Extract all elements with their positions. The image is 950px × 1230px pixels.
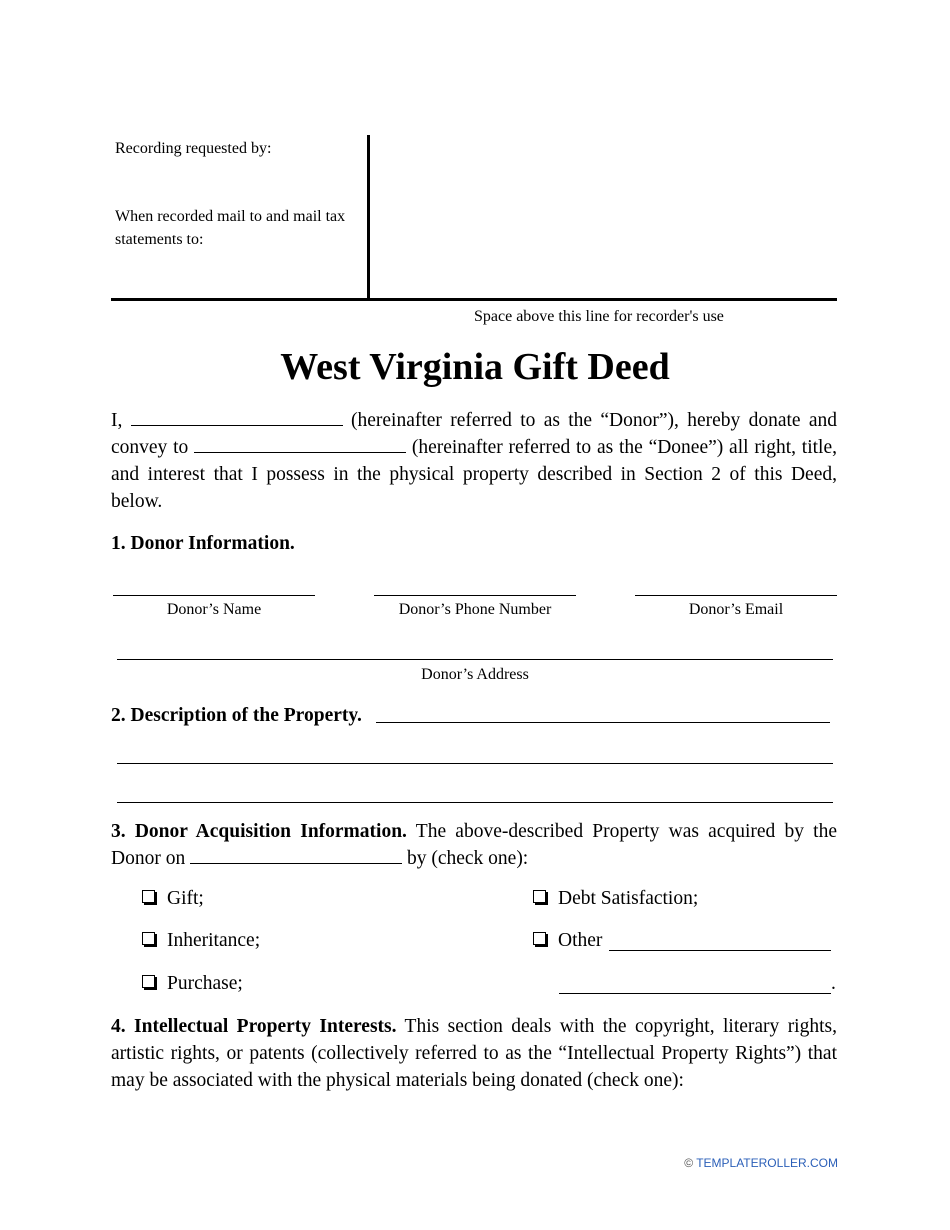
donor-name-caption: Donor’s Name — [166, 601, 262, 618]
section3-text-b: by (check one): — [406, 848, 529, 869]
donor-name-blank[interactable] — [131, 407, 343, 426]
intro-text-2: (hereinafter referred to as the “Donor”), hereby donate and convey to — [111, 410, 838, 458]
donor-email-caption: Donor’s Email — [688, 601, 784, 618]
other-period: . — [831, 973, 836, 994]
checkbox-icon[interactable] — [533, 890, 546, 903]
checkbox-icon[interactable] — [142, 932, 155, 945]
intro-paragraph — [111, 407, 837, 515]
section3-paragraph — [111, 818, 837, 872]
section4-text: This section deals with the copyright, literary rights, artistic rights, or patents (collectively referred to as the “Intellectual Property Rights”) that may be associated with the physical materials being donated (check one): — [111, 1016, 837, 1091]
recorder-horizontal-divider — [111, 298, 837, 301]
checkbox-icon[interactable] — [142, 890, 155, 903]
donor-name-line[interactable] — [113, 595, 315, 596]
donor-address-line[interactable] — [117, 659, 833, 660]
donee-name-blank[interactable] — [194, 434, 406, 453]
option-debt-satisfaction[interactable] — [533, 886, 698, 912]
option-purchase[interactable] — [142, 971, 243, 997]
property-description-line-1[interactable] — [376, 722, 830, 723]
recorder-use-note: Space above this line for recorder's use — [474, 308, 724, 325]
option-inheritance-label: Inheritance; — [167, 930, 261, 951]
other-specify-line-2[interactable] — [559, 993, 831, 994]
option-gift-label: Gift; — [167, 888, 204, 909]
section3-text-a: The above-described Property was acquired by the Donor on — [111, 821, 837, 869]
footer-copyright — [684, 1156, 838, 1170]
donor-address-caption: Donor’s Address — [421, 666, 529, 683]
section4-paragraph — [111, 1013, 837, 1094]
recorder-vertical-divider — [367, 135, 370, 301]
option-purchase-label: Purchase; — [167, 973, 243, 994]
templateroller-link[interactable]: TEMPLATEROLLER.COM — [696, 1156, 838, 1170]
other-specify-line-1[interactable] — [609, 950, 831, 951]
checkbox-icon[interactable] — [142, 975, 155, 988]
section4-heading: 4. Intellectual Property Interests. — [111, 1016, 397, 1037]
checkbox-icon[interactable] — [533, 932, 546, 945]
donor-phone-line[interactable] — [374, 595, 576, 596]
donor-phone-caption: Donor’s Phone Number — [398, 601, 552, 618]
acquisition-date-blank[interactable] — [190, 845, 402, 864]
mail-to-label: When recorded mail to and mail tax statements to: — [115, 208, 346, 248]
intro-text-1: I, — [111, 410, 123, 431]
section1-heading: 1. Donor Information. — [111, 533, 295, 554]
option-inheritance[interactable] — [142, 928, 260, 954]
section3-heading: 3. Donor Acquisition Information. — [111, 821, 407, 842]
property-description-line-2[interactable] — [117, 763, 833, 764]
donor-email-line[interactable] — [635, 595, 837, 596]
property-description-line-3[interactable] — [117, 802, 833, 803]
copyright-symbol: © — [684, 1156, 694, 1170]
section2-heading: 2. Description of the Property. — [111, 705, 362, 726]
document-title: West Virginia Gift Deed — [280, 346, 670, 388]
option-gift[interactable] — [142, 886, 204, 912]
recording-requested-label: Recording requested by: — [115, 140, 272, 157]
option-debt-satisfaction-label: Debt Satisfaction; — [558, 888, 699, 909]
intro-text-3: (hereinafter referred to as the “Donee”) all right, title, and interest that I possess in the physical property described in Section 2 of this Deed, below. — [111, 437, 838, 512]
option-other-label: Other — [558, 930, 603, 951]
option-other[interactable] — [533, 928, 602, 954]
